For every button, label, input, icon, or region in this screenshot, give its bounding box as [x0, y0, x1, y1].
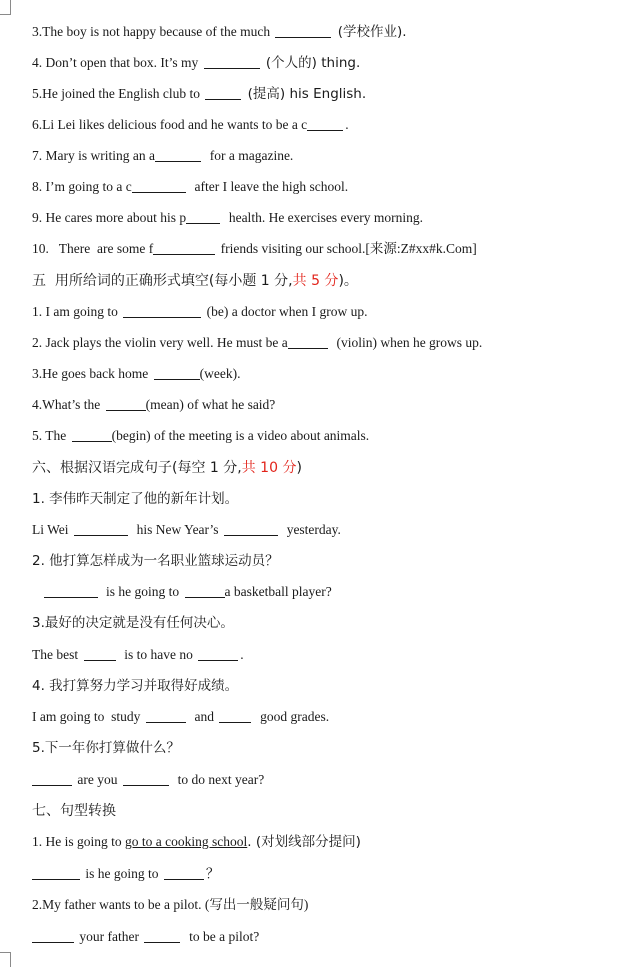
- exercise-line: [32, 832, 599, 852]
- crop-mark-bottom: [0, 952, 11, 967]
- answer-blank[interactable]: [106, 396, 146, 411]
- question-text: (begin) of the meeting is a video about animals.: [111, 428, 370, 443]
- answer-blank[interactable]: [153, 240, 215, 255]
- exercise-line: [32, 927, 599, 947]
- exercise-line: [32, 302, 599, 322]
- answer-blank[interactable]: [204, 54, 260, 69]
- exercise-line: [32, 177, 599, 197]
- answer-blank[interactable]: [132, 178, 186, 193]
- question-text: .: [345, 117, 349, 132]
- question-text: after I leave the high school.: [187, 179, 349, 194]
- answer-blank[interactable]: [74, 521, 128, 536]
- exercise-line: [32, 53, 599, 73]
- question-text: Li Wei: [32, 522, 72, 537]
- question-text: (mean) of what he said?: [145, 397, 276, 412]
- question-text: 4. Don’t open that box. It’s my: [32, 55, 202, 70]
- question-hint: . (对划线部分提问): [247, 834, 361, 850]
- question-text: for a magazine.: [202, 148, 294, 163]
- exercise-line: [32, 333, 599, 353]
- exercise-line: [32, 146, 599, 166]
- question-text: (violin) when he grows up.: [329, 335, 483, 350]
- section-6-heading: 六、根据汉语完成句子(每空 1 分,共 10 分): [32, 460, 302, 476]
- exercise-line: [32, 395, 599, 415]
- question-text: 9. He cares more about his p: [32, 210, 187, 225]
- question-text: 10. There are some f: [32, 241, 154, 256]
- question-hint: (学校作业).: [333, 24, 407, 40]
- question-text: 1. I am going to: [32, 304, 122, 319]
- question-text: 2.My father wants to be a pilot. (写出一般疑问句): [32, 897, 309, 912]
- question-text: is he going to: [82, 866, 162, 881]
- section-7-heading: 七、句型转换: [32, 803, 116, 819]
- question-text: 5.He joined the English club to: [32, 86, 204, 101]
- question-text: is he going to: [106, 584, 183, 599]
- question-text: your father: [76, 929, 143, 944]
- question-text: good grades.: [253, 709, 330, 724]
- question-text: 6.Li Lei likes delicious food and he wants to be a c: [32, 117, 308, 132]
- question-text: 4.What’s the: [32, 397, 104, 412]
- exercise-line: [32, 707, 599, 727]
- question-text: 2. Jack plays the violin very well. He must be a: [32, 335, 288, 350]
- question-text: are you: [74, 772, 121, 787]
- chinese-prompt: 5.下一年你打算做什么？: [32, 740, 180, 756]
- question-text: (week).: [199, 366, 241, 381]
- question-text: .: [240, 647, 244, 662]
- answer-blank[interactable]: [123, 771, 169, 786]
- question-text: 8. I’m going to a c: [32, 179, 132, 194]
- question-text: his New Year’s: [129, 522, 222, 537]
- question-text: The best: [32, 647, 82, 662]
- chinese-prompt: 2. 他打算怎样成为一名职业篮球运动员？: [32, 553, 279, 569]
- answer-blank[interactable]: [84, 646, 116, 661]
- answer-blank[interactable]: [123, 303, 201, 318]
- exercise-line: [32, 426, 599, 446]
- chinese-prompt: 3.最好的决定就是没有任何决心。: [32, 615, 234, 631]
- question-text: is to have no: [117, 647, 197, 662]
- exercise-line: [32, 770, 599, 790]
- answer-blank[interactable]: [32, 771, 72, 786]
- answer-blank[interactable]: [32, 928, 74, 943]
- question-text: (be) a doctor when I grow up.: [203, 304, 368, 319]
- question-text: to be a pilot?: [182, 929, 260, 944]
- section-5-heading: 五 用所给词的正确形式填空(每小题 1 分,共 5 分)。: [32, 273, 358, 289]
- crop-mark-top: [0, 0, 11, 15]
- question-text: I am going to study: [32, 709, 144, 724]
- answer-blank[interactable]: [144, 928, 180, 943]
- answer-blank[interactable]: [205, 85, 241, 100]
- question-text: 3.The boy is not happy because of the much: [32, 24, 274, 39]
- answer-blank[interactable]: [154, 365, 200, 380]
- question-text: and: [187, 709, 218, 724]
- exercise-line: [32, 239, 599, 259]
- chinese-prompt: 4. 我打算努力学习并取得好成绩。: [32, 678, 239, 694]
- answer-blank[interactable]: [72, 427, 112, 442]
- question-text: 1. He is going to: [32, 834, 125, 849]
- answer-blank[interactable]: [32, 865, 80, 880]
- answer-blank[interactable]: [307, 116, 343, 131]
- answer-blank[interactable]: [288, 334, 328, 349]
- exercise-line: [32, 864, 599, 884]
- chinese-prompt: 1. 李伟昨天制定了他的新年计划。: [32, 491, 239, 507]
- answer-blank[interactable]: [219, 708, 251, 723]
- exercise-line: [32, 582, 599, 602]
- answer-blank[interactable]: [275, 23, 331, 38]
- question-hint: (个人的) thing.: [261, 55, 361, 71]
- answer-blank[interactable]: [198, 646, 238, 661]
- question-text: 5. The: [32, 428, 70, 443]
- answer-blank[interactable]: [164, 865, 204, 880]
- question-text: friends visiting our school.[来源:Z#xx#k.Com]: [217, 241, 477, 256]
- exercise-line: [32, 645, 599, 665]
- exercise-line: [32, 22, 599, 42]
- answer-blank[interactable]: [224, 521, 278, 536]
- exercise-line: [32, 115, 599, 135]
- exercise-line: [32, 364, 599, 384]
- answer-blank[interactable]: [146, 708, 186, 723]
- exercise-line: [32, 84, 599, 104]
- question-text: yesterday.: [279, 522, 341, 537]
- question-text: to do next year?: [170, 772, 265, 787]
- answer-blank[interactable]: [155, 147, 201, 162]
- answer-blank[interactable]: [185, 583, 225, 598]
- exercise-line: [32, 208, 599, 228]
- exercise-line: [32, 520, 599, 540]
- question-text: health. He exercises every morning.: [222, 210, 424, 225]
- answer-blank[interactable]: [186, 209, 220, 224]
- underlined-phrase: go to a cooking school: [125, 834, 248, 849]
- question-text: 3.He goes back home: [32, 366, 152, 381]
- exercise-line: [32, 895, 599, 915]
- question-text: ？: [205, 866, 220, 882]
- question-text: a basketball player?: [224, 584, 332, 599]
- answer-blank[interactable]: [44, 583, 98, 598]
- question-text: 7. Mary is writing an a: [32, 148, 155, 163]
- question-hint: (提高) his English.: [243, 86, 367, 102]
